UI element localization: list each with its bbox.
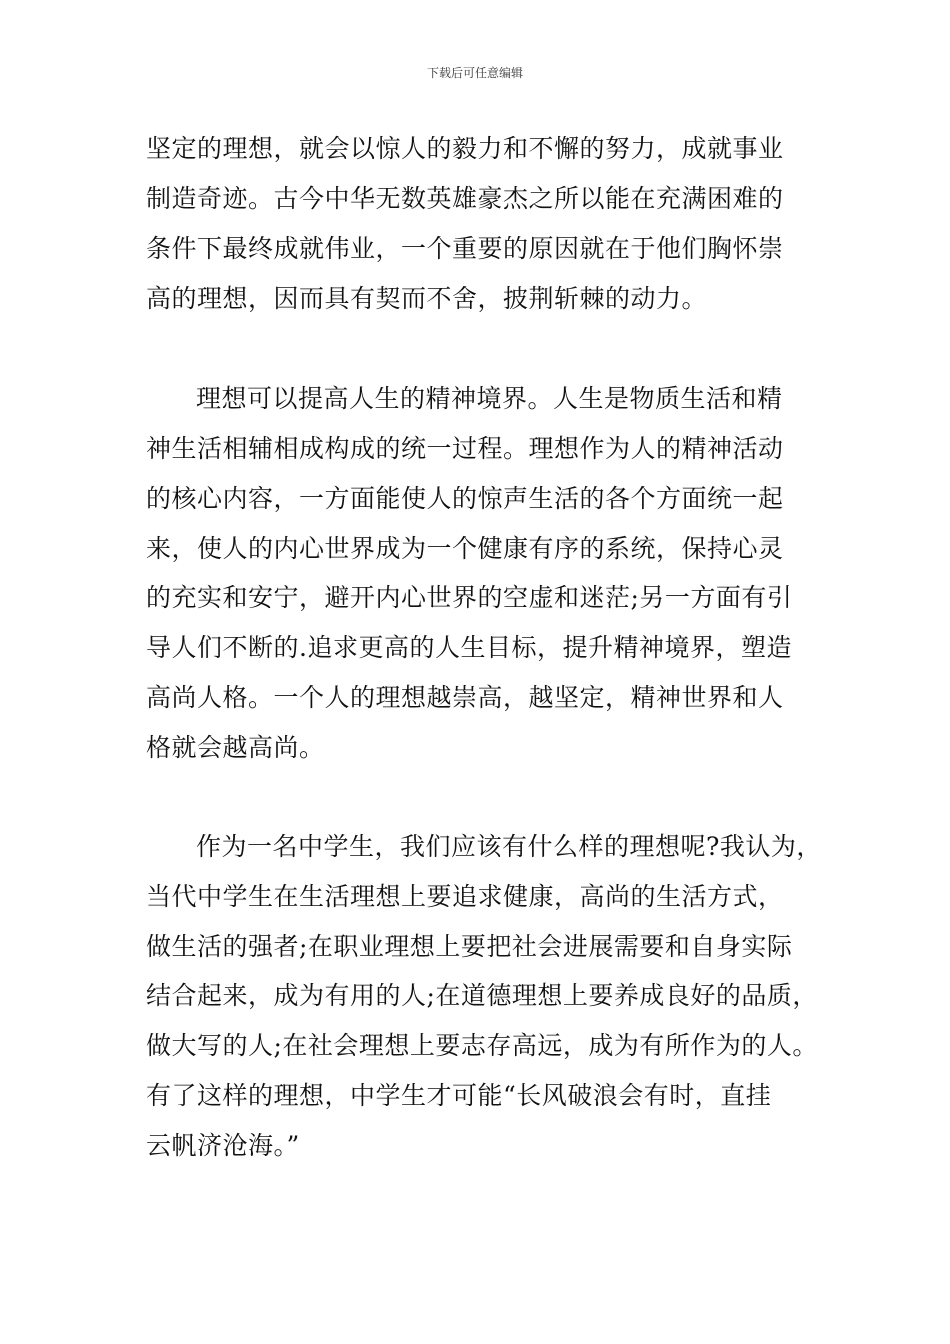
paragraph-2-line-3: 的核心内容，一方面能使人的惊声生活的各个方面统一起 bbox=[146, 484, 784, 513]
paragraph-3-line-5: 做大写的人;在社会理想上要志存高远，成为有所作为的人。 bbox=[146, 1031, 818, 1060]
paragraph-3-line-7: 云帆济沧海。” bbox=[146, 1131, 300, 1160]
paragraph-2-line-8: 格就会越高尚。 bbox=[146, 733, 325, 762]
paragraph-2-line-1: 理想可以提高人生的精神境界。人生是物质生活和精 bbox=[196, 384, 783, 413]
header-note: 下载后可任意编辑 bbox=[426, 66, 523, 80]
paragraph-3-line-6: 有了这样的理想，中学生才可能“长风破浪会有时，直挂 bbox=[146, 1081, 772, 1110]
paragraph-1-line-3: 条件下最终成就伟业，一个重要的原因就在于他们胸怀崇 bbox=[146, 234, 784, 263]
paragraph-3-line-1: 作为一名中学生，我们应该有什么样的理想呢?我认为， bbox=[196, 832, 822, 861]
paragraph-2-line-2: 神生活相辅相成构成的统一过程。理想作为人的精神活动 bbox=[146, 434, 784, 463]
paragraph-3-line-3: 做生活的强者;在职业理想上要把社会进展需要和自身实际 bbox=[146, 932, 793, 961]
paragraph-2-line-7: 高尚人格。一个人的理想越崇高，越坚定，精神世界和人 bbox=[146, 683, 784, 712]
paragraph-1-line-2: 制造奇迹。古今中华无数英雄豪杰之所以能在充满困难的 bbox=[146, 184, 784, 213]
paragraph-3-line-2: 当代中学生在生活理想上要追求健康，高尚的生活方式， bbox=[146, 882, 784, 911]
paragraph-2-line-5: 的充实和安宁，避开内心世界的空虚和迷茫;另一方面有引 bbox=[146, 583, 793, 612]
paragraph-1-line-4: 高的理想，因而具有契而不舍，披荆斩棘的动力。 bbox=[146, 284, 708, 313]
paragraph-1-line-1: 坚定的理想，就会以惊人的毅力和不懈的努力，成就事业 bbox=[146, 134, 784, 163]
paragraph-2-line-4: 来，使人的内心世界成为一个健康有序的系统，保持心灵 bbox=[146, 534, 784, 563]
paragraph-2-line-6: 导人们不断的.追求更高的人生目标，提升精神境界，塑造 bbox=[146, 633, 792, 662]
paragraph-3-line-4: 结合起来，成为有用的人;在道德理想上要养成良好的品质， bbox=[146, 981, 818, 1010]
